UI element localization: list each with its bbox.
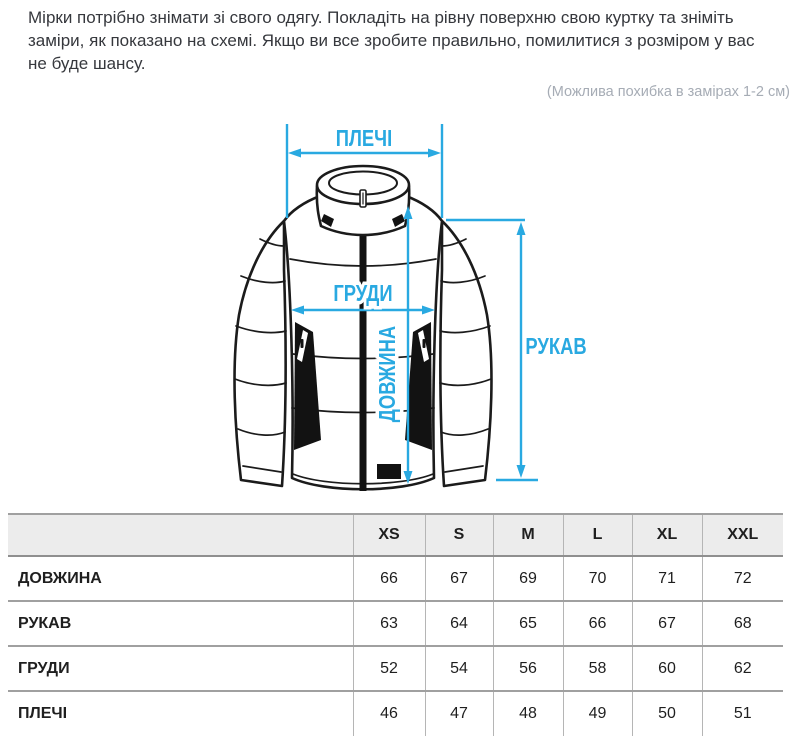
row-label: ПЛЕЧІ <box>18 705 68 722</box>
size-col-header: S <box>425 514 493 556</box>
instructions-line: не буде шансу. <box>28 54 146 73</box>
size-value: 64 <box>425 601 493 646</box>
size-value: 50 <box>632 691 702 736</box>
size-value: 52 <box>353 646 425 691</box>
size-value: 68 <box>702 601 783 646</box>
instructions-line: Мірки потрібно знімати зі свого одягу. Покладіть на рівну поверхню свою куртку та зніміть <box>28 8 734 27</box>
size-value: 51 <box>702 691 783 736</box>
size-value: 71 <box>632 556 702 601</box>
jacket-measurement-diagram <box>180 110 610 510</box>
size-value: 67 <box>632 601 702 646</box>
instructions-line: заміри, як показано на схемі. Якщо ви все зробите правильно, помилитися з розміром у вас <box>28 31 755 50</box>
tolerance-note: (Можлива похибка в замірах 1-2 см) <box>546 84 790 100</box>
table-row-sleeve <box>8 601 783 646</box>
shoulders-label: ПЛЕЧІ <box>335 126 393 152</box>
size-col-header: XS <box>353 514 425 556</box>
jacket-left-sleeve <box>235 221 286 486</box>
chest-label: ГРУДИ <box>333 281 393 307</box>
size-table-corner-cell <box>8 514 353 556</box>
size-value: 69 <box>493 556 563 601</box>
size-value: 65 <box>493 601 563 646</box>
size-table <box>8 513 783 736</box>
size-value: 46 <box>353 691 425 736</box>
jacket-illustration <box>235 166 492 491</box>
size-value: 70 <box>563 556 632 601</box>
table-row-chest <box>8 646 783 691</box>
measurement-instructions <box>28 6 788 75</box>
size-value: 67 <box>425 556 493 601</box>
size-value: 47 <box>425 691 493 736</box>
sleeve-label: РУКАВ <box>525 334 587 360</box>
row-label: РУКАВ <box>18 614 72 632</box>
size-col-header: XL <box>632 514 702 556</box>
size-value: 54 <box>425 646 493 691</box>
size-table-header-row <box>8 514 783 556</box>
size-col-header: M <box>493 514 563 556</box>
size-value: 60 <box>632 646 702 691</box>
size-value: 72 <box>702 556 783 601</box>
length-label: ДОВЖИНА <box>375 325 401 423</box>
bottom-tag <box>377 464 401 479</box>
zipper <box>360 206 367 491</box>
size-value: 66 <box>353 556 425 601</box>
jacket-collar <box>317 166 409 235</box>
jacket-right-sleeve <box>440 221 491 486</box>
row-label: ДОВЖИНА <box>18 569 102 587</box>
size-value: 56 <box>493 646 563 691</box>
size-value: 62 <box>702 646 783 691</box>
size-value: 49 <box>563 691 632 736</box>
size-value: 48 <box>493 691 563 736</box>
size-value: 63 <box>353 601 425 646</box>
size-value: 66 <box>563 601 632 646</box>
table-row-length <box>8 556 783 601</box>
size-value: 58 <box>563 646 632 691</box>
size-col-header: XXL <box>702 514 783 556</box>
table-row-shoulders <box>8 691 783 736</box>
row-label: ГРУДИ <box>18 659 70 677</box>
size-col-header: L <box>563 514 632 556</box>
